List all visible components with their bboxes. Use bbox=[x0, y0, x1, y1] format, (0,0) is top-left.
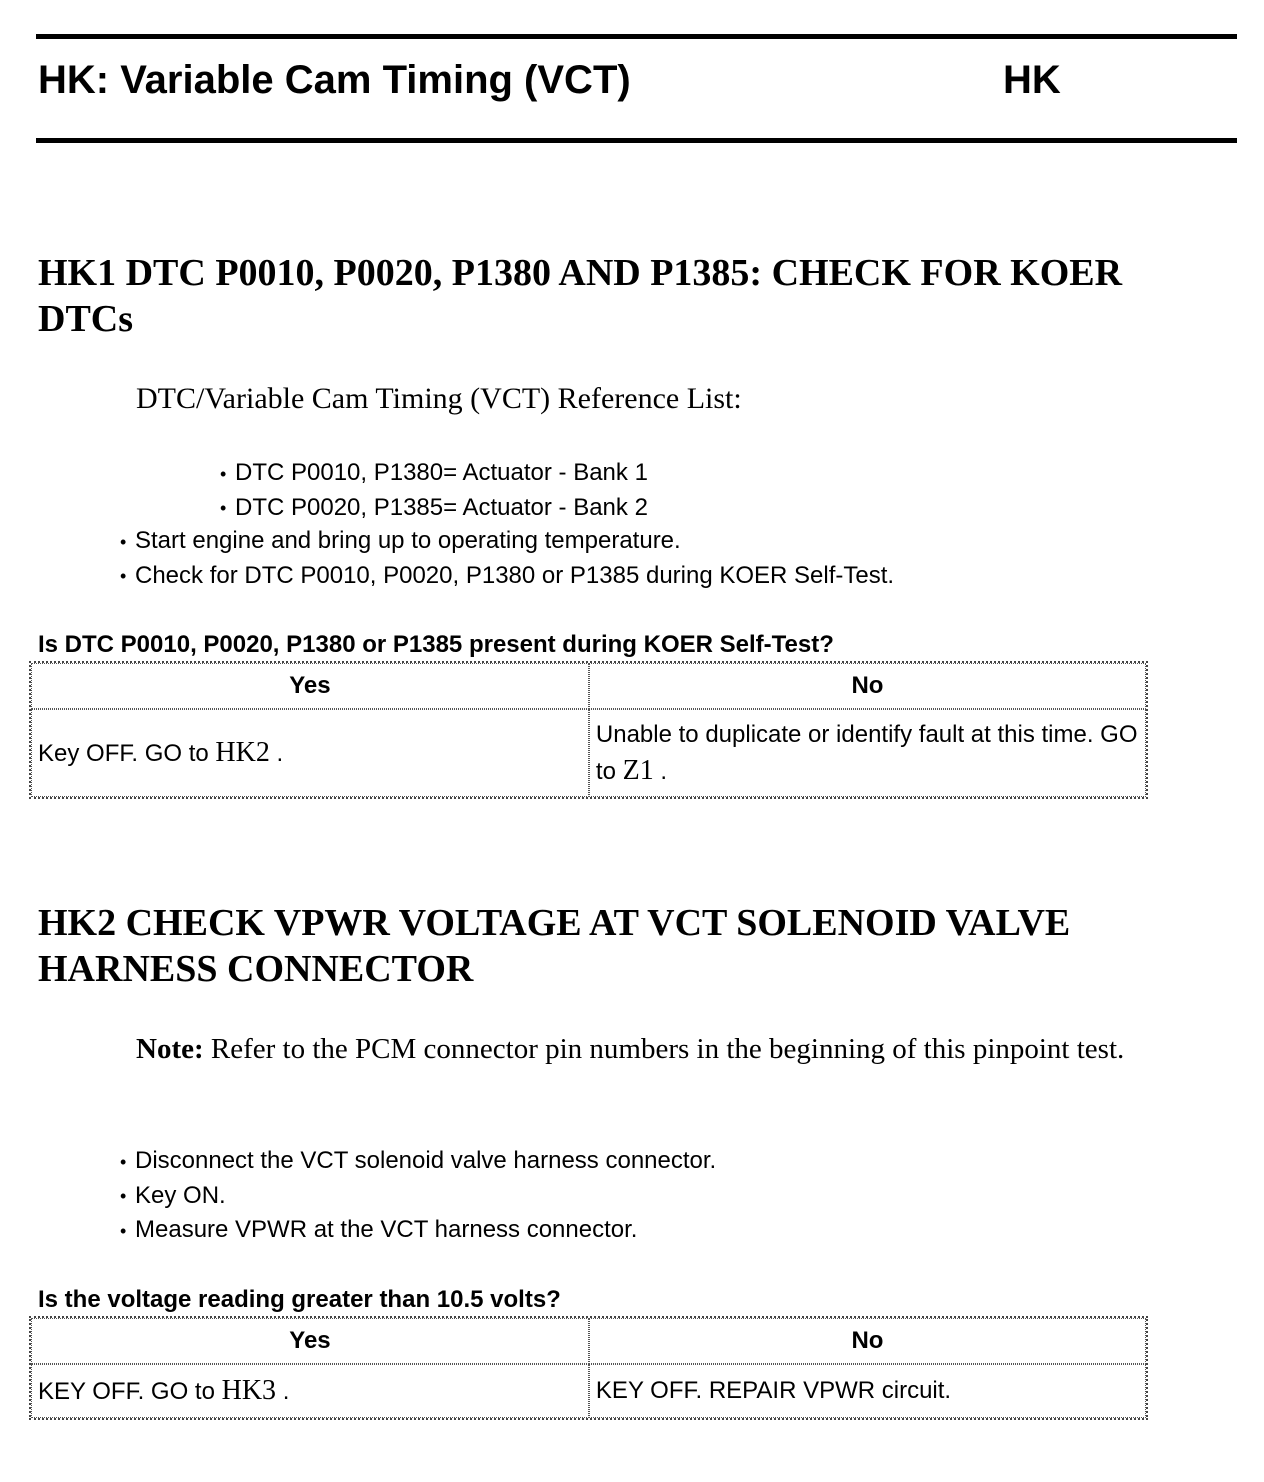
table-header-row bbox=[31, 1318, 1146, 1364]
hk2-step-list bbox=[120, 1144, 716, 1248]
hk1-answer-table bbox=[29, 661, 1148, 799]
hk1-heading: HK1 DTC P0010, P0020, P1380 AND P1385: CHECK FOR KOER DTCs bbox=[38, 252, 1123, 340]
hk2-question: Is the voltage reading greater than 10.5 volts? bbox=[38, 1286, 561, 1313]
hk2-note bbox=[136, 1030, 1226, 1068]
hk2-heading: HK2 CHECK VPWR VOLTAGE AT VCT SOLENOID VALVE HARNESS CONNECTOR bbox=[38, 902, 1071, 990]
no-column-header: No bbox=[589, 1318, 1146, 1364]
yes-action-cell: KEY OFF. GO to HK3 . bbox=[31, 1364, 589, 1418]
section-code: HK bbox=[1003, 58, 1061, 102]
reference-item: • DTC P0010, P1380= Actuator - Bank 1 bbox=[220, 456, 648, 491]
yes-column-header: Yes bbox=[31, 663, 589, 709]
yes-action-cell: Key OFF. GO to HK2 . bbox=[31, 709, 589, 797]
hk1-question: Is DTC P0010, P0020, P1380 or P1385 present during KOER Self-Test? bbox=[38, 631, 834, 658]
step-item: • Key ON. bbox=[120, 1179, 716, 1214]
yes-column-header: Yes bbox=[31, 1318, 589, 1364]
z1-link[interactable]: Z1 bbox=[622, 754, 654, 786]
note-text: Refer to the PCM connector pin numbers in the beginning of this pinpoint test. bbox=[203, 1033, 1125, 1065]
table-row bbox=[31, 709, 1146, 797]
header-bottom-rule bbox=[36, 138, 1237, 143]
top-rule bbox=[36, 34, 1237, 39]
table-header-row bbox=[31, 663, 1146, 709]
no-column-header: No bbox=[589, 663, 1146, 709]
no-action-cell: KEY OFF. REPAIR VPWR circuit. bbox=[589, 1364, 1146, 1418]
step-item: • Check for DTC P0010, P0020, P1380 or P1385 during KOER Self-Test. bbox=[120, 559, 894, 594]
table-row bbox=[31, 1364, 1146, 1418]
no-action-cell: Unable to duplicate or identify fault at this time. GO to Z1 . bbox=[589, 709, 1146, 797]
hk3-link[interactable]: HK3 bbox=[221, 1374, 277, 1406]
step-item: • Start engine and bring up to operating temperature. bbox=[120, 524, 894, 559]
step-item: • Disconnect the VCT solenoid valve harness connector. bbox=[120, 1144, 716, 1179]
reference-list bbox=[220, 456, 648, 525]
hk2-answer-table bbox=[29, 1316, 1148, 1420]
reference-item: • DTC P0020, P1385= Actuator - Bank 2 bbox=[220, 491, 648, 526]
note-label: Note: bbox=[136, 1033, 204, 1065]
hk1-step-list bbox=[120, 524, 894, 593]
section-title: HK: Variable Cam Timing (VCT) bbox=[38, 58, 631, 102]
hk2-link[interactable]: HK2 bbox=[215, 736, 270, 768]
step-item: • Measure VPWR at the VCT harness connector. bbox=[120, 1213, 716, 1248]
reference-list-heading: DTC/Variable Cam Timing (VCT) Reference List: bbox=[136, 382, 742, 415]
